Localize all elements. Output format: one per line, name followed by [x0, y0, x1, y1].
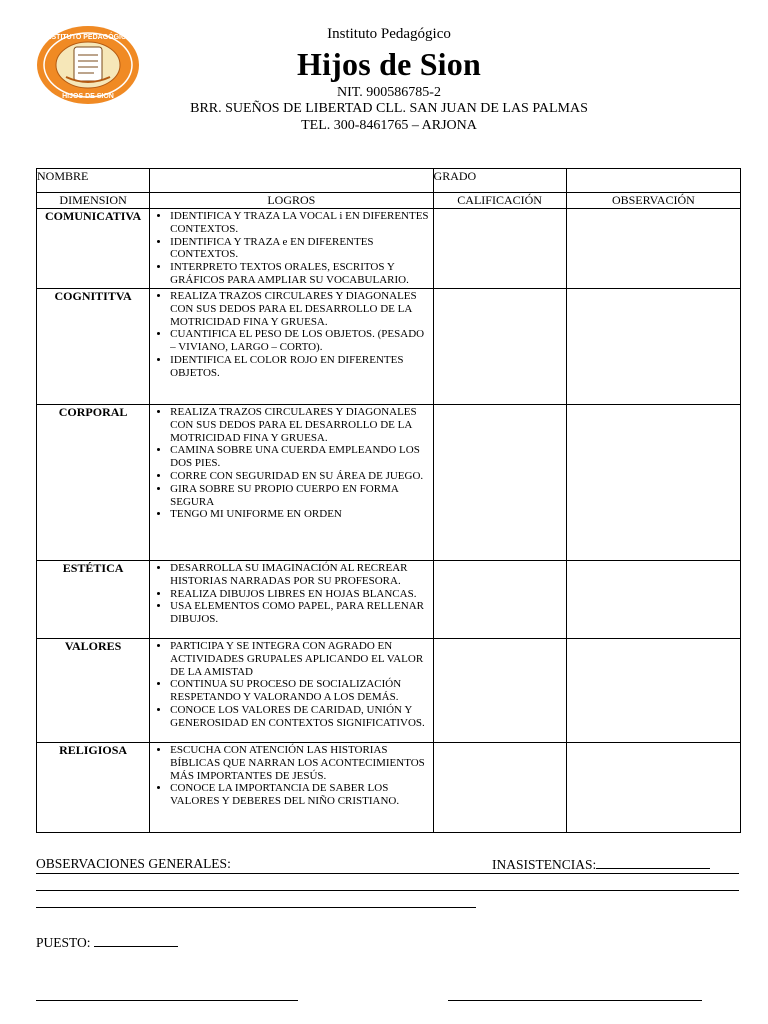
dimension-name: ESTÉTICA [37, 561, 150, 639]
logros-cell [150, 289, 433, 405]
dimension-row [37, 639, 741, 743]
observaciones-line[interactable] [36, 873, 739, 874]
logro-item: • CORRE CON SEGURIDAD EN SU ÁREA DE JUEGO. [170, 470, 428, 483]
school-address: BRR. SUEÑOS DE LIBERTAD CLL. SAN JUAN DE LAS PALMAS [190, 101, 588, 116]
column-header-logros: LOGROS [150, 193, 433, 209]
logro-item: • GIRA SOBRE SU PROPIO CUERPO EN FORMA SEGURA [170, 483, 428, 509]
logros-cell [150, 639, 433, 743]
puesto-label: PUESTO: [36, 935, 91, 950]
observaciones-line[interactable] [36, 907, 476, 908]
observaciones-line[interactable] [36, 890, 739, 891]
logro-item: • REALIZA DIBUJOS LIBRES EN HOJAS BLANCAS. [170, 588, 428, 601]
inasistencias-label: INASISTENCIAS: [492, 857, 597, 872]
logro-item: • IDENTIFICA Y TRAZA e EN DIFERENTES CONTEXTOS. [170, 236, 428, 262]
logro-item: • TENGO MI UNIFORME EN ORDEN [170, 508, 428, 521]
logro-item: • CONOCE LA IMPORTANCIA DE SABER LOS VALORES Y DEBERES DEL NIÑO CRISTIANO. [170, 782, 428, 808]
observacion-cell[interactable] [566, 405, 740, 561]
institution-label: Instituto Pedagógico [327, 26, 451, 42]
logros-cell [150, 209, 433, 289]
inasistencias-group [492, 856, 710, 873]
student-info-row [37, 169, 741, 193]
school-phone: TEL. 300-8461765 – ARJONA [301, 118, 477, 133]
logros-cell [150, 405, 433, 561]
column-header-dimension: DIMENSION [37, 193, 150, 209]
signature-line-left[interactable] [36, 1000, 298, 1001]
puesto-blank[interactable] [94, 934, 178, 947]
nombre-field[interactable] [150, 169, 433, 193]
logro-item: • DESARROLLA SU IMAGINACIÓN AL RECREAR HISTORIAS NARRADAS POR SU PROFESORA. [170, 562, 428, 588]
observacion-cell[interactable] [566, 209, 740, 289]
svg-text:INSTITUTO PEDAGÓGICO: INSTITUTO PEDAGÓGICO [44, 34, 132, 41]
svg-text:HIJOS DE SION: HIJOS DE SION [62, 93, 114, 100]
school-name: Hijos de Sion [297, 46, 481, 82]
observacion-cell[interactable] [566, 743, 740, 833]
dimension-row [37, 209, 741, 289]
signature-line-right[interactable] [448, 1000, 702, 1001]
nombre-label: NOMBRE [37, 169, 150, 193]
logro-item: • CAMINA SOBRE UNA CUERDA EMPLEANDO LOS DOS PIES. [170, 444, 428, 470]
column-header-row [37, 193, 741, 209]
logro-item: • CUANTIFICA EL PESO DE LOS OBJETOS. (PESADO – VIVIANO, LARGO – CORTO). [170, 328, 428, 354]
logros-cell [150, 743, 433, 833]
report-card-table [36, 168, 741, 833]
logro-item: • USA ELEMENTOS COMO PAPEL, PARA RELLENAR DIBUJOS. [170, 600, 428, 626]
logro-item: • ESCUCHA CON ATENCIÓN LAS HISTORIAS BÍBLICAS QUE NARRAN LOS ACONTECIMIENTOS MÁS IMPORTANTES DE JESÚS. [170, 744, 428, 782]
logro-item: • IDENTIFICA EL COLOR ROJO EN DIFERENTES OBJETOS. [170, 354, 428, 380]
dimension-name: RELIGIOSA [37, 743, 150, 833]
calificacion-cell[interactable] [433, 561, 566, 639]
calificacion-cell[interactable] [433, 209, 566, 289]
column-header-observacion: OBSERVACIÓN [566, 193, 740, 209]
column-header-calificacion: CALIFICACIÓN [433, 193, 566, 209]
logro-item: • IDENTIFICA Y TRAZA LA VOCAL i EN DIFERENTES CONTEXTOS. [170, 210, 428, 236]
logro-item: • REALIZA TRAZOS CIRCULARES Y DIAGONALES CON SUS DEDOS PARA EL DESARROLLO DE LA MOTRICIDAD FINA Y GRUESA. [170, 406, 428, 444]
observacion-cell[interactable] [566, 561, 740, 639]
nit-number: NIT. 900586785-2 [337, 85, 441, 100]
document-header [0, 0, 768, 160]
inasistencias-blank[interactable] [596, 856, 710, 869]
observacion-cell[interactable] [566, 289, 740, 405]
calificacion-cell[interactable] [433, 289, 566, 405]
logro-item: • PARTICIPA Y SE INTEGRA CON AGRADO EN ACTIVIDADES GRUPALES APLICANDO EL VALOR DE LA AMISTAD [170, 640, 428, 678]
grado-label: GRADO [433, 169, 566, 193]
dimension-name: COGNITITVA [37, 289, 150, 405]
dimension-name: COMUNICATIVA [37, 209, 150, 289]
dimension-name: VALORES [37, 639, 150, 743]
grado-field[interactable] [566, 169, 740, 193]
dimension-row [37, 289, 741, 405]
puesto-group [36, 934, 178, 951]
observacion-cell[interactable] [566, 639, 740, 743]
dimension-row [37, 561, 741, 639]
dimension-row [37, 743, 741, 833]
calificacion-cell[interactable] [433, 639, 566, 743]
calificacion-cell[interactable] [433, 743, 566, 833]
dimension-row [37, 405, 741, 561]
logro-item: • CONTINUA SU PROCESO DE SOCIALIZACIÓN RESPETANDO Y VALORANDO A LOS DEMÁS. [170, 678, 428, 704]
logros-cell [150, 561, 433, 639]
logro-item: • INTERPRETO TEXTOS ORALES, ESCRITOS Y GRÁFICOS PARA AMPLIAR SU VOCABULARIO. [170, 261, 428, 287]
calificacion-cell[interactable] [433, 405, 566, 561]
observaciones-label: OBSERVACIONES GENERALES: [36, 856, 231, 871]
logro-item: • CONOCE LOS VALORES DE CARIDAD, UNIÓN Y GENEROSIDAD EN CONTEXTOS SIGNIFICATIVOS. [170, 704, 428, 730]
logro-item: • REALIZA TRAZOS CIRCULARES Y DIAGONALES CON SUS DEDOS PARA EL DESARROLLO DE LA MOTRICIDAD FINA Y GRUESA. [170, 290, 428, 328]
dimension-name: CORPORAL [37, 405, 150, 561]
